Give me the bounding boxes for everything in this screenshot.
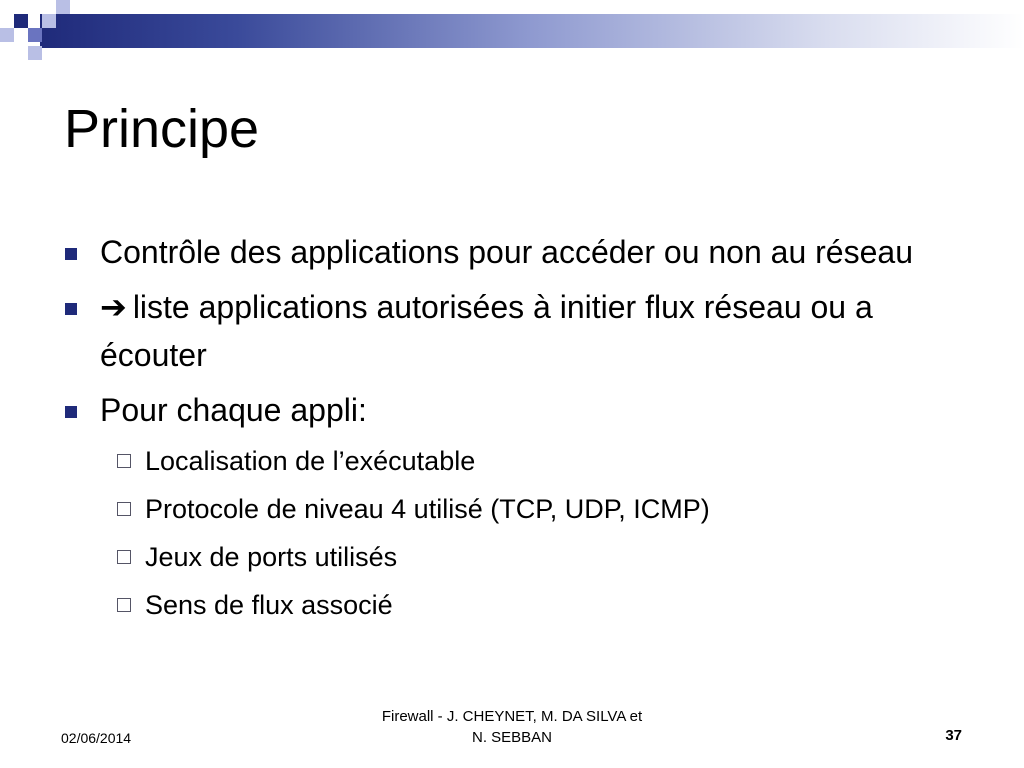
decor-square-light-3 [56,0,70,14]
bullet-item [62,228,962,276]
arrow-right-icon: ➔ [100,289,127,325]
sub-bullet-item [62,585,962,625]
sub-bullet-text: Protocole de niveau 4 utilisé (TCP, UDP, ICMP) [145,494,710,524]
page-number: 37 [945,727,962,744]
hollow-square-bullet-icon [117,502,131,516]
hollow-square-bullet-icon [117,550,131,564]
hollow-square-bullet-icon [117,454,131,468]
bullet-text: liste applications autorisées à initier flux réseau ou a écouter [100,289,873,373]
bullet-item [62,283,962,379]
decor-square-dark [14,14,28,28]
hollow-square-bullet-icon [117,598,131,612]
footer-date: 02/06/2014 [61,730,132,746]
sub-bullet-item [62,441,962,481]
square-bullet-icon [65,248,77,260]
footer-credits-line2: N. SEBBAN [471,729,553,746]
sub-bullet-item [62,537,962,577]
header-gradient-bar [40,14,1024,48]
decor-square-light-2 [42,14,56,28]
bullet-text: Contrôle des applications pour accéder ou non au réseau [100,234,913,270]
decor-square-mid [28,28,42,42]
bullet-list [62,228,962,633]
sub-bullet-text: Jeux de ports utilisés [145,542,398,572]
sub-bullet-text: Localisation de l’exécutable [145,446,476,476]
bullet-text: Pour chaque appli: [100,392,367,428]
sub-bullet-text: Sens de flux associé [145,590,393,620]
decor-square-light [0,28,14,42]
decor-square-light-4 [28,46,42,60]
sub-bullet-item [62,489,962,529]
footer-credits-line1: Firewall - J. CHEYNET, M. DA SILVA et [381,708,643,725]
bullet-item [62,386,962,434]
square-bullet-icon [65,406,77,418]
square-bullet-icon [65,303,77,315]
slide-title: Principe [64,99,260,159]
footer-credits [332,706,692,748]
